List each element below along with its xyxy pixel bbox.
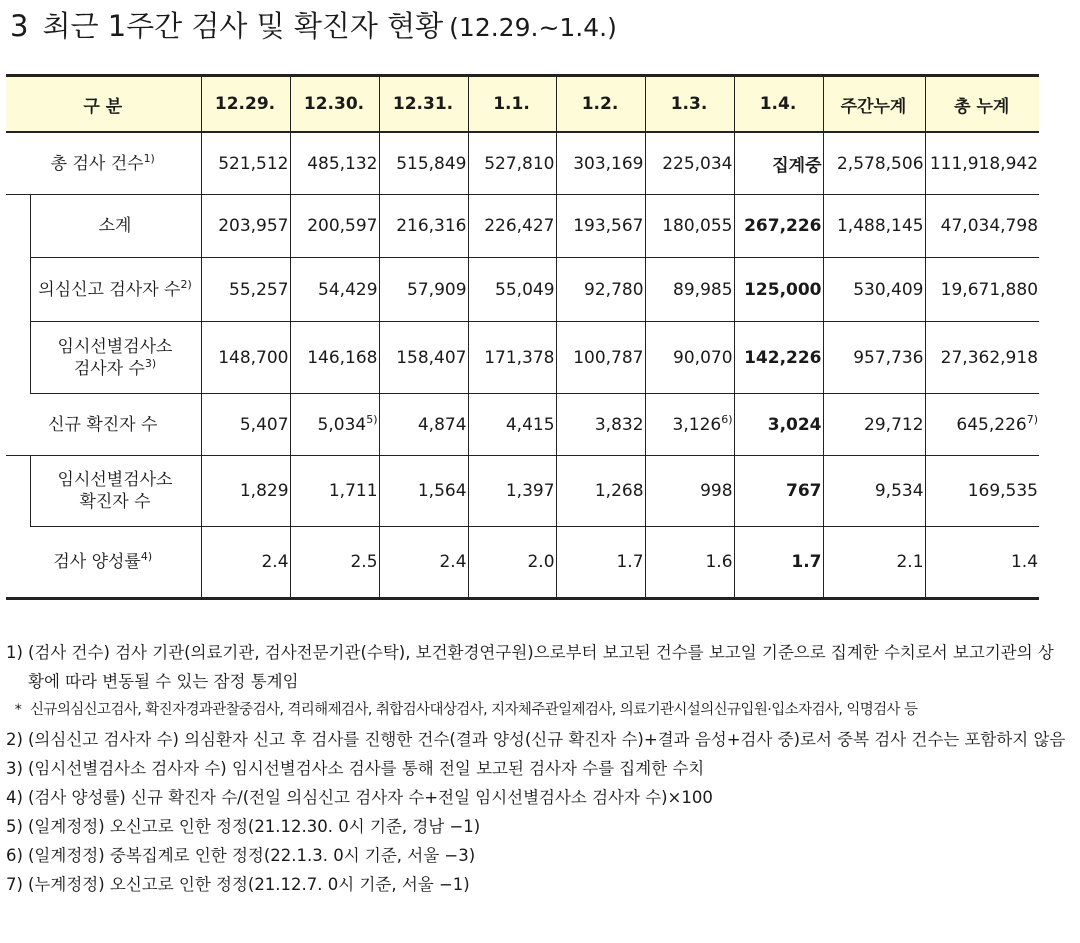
table-cell: 1.7 xyxy=(734,527,823,599)
table-cell: 267,226 xyxy=(734,195,823,258)
footnote-marker: 5) xyxy=(6,817,23,836)
table-cell: 303,169 xyxy=(556,132,645,195)
table-row xyxy=(6,527,1039,599)
table-cell: 180,055 xyxy=(645,195,734,258)
table-cell: 4,415 xyxy=(468,394,556,456)
table-cell: 57,909 xyxy=(379,258,468,322)
table-cell: 169,535 xyxy=(925,456,1039,527)
row-label: 임시선별검사소 확진자 수 xyxy=(30,456,201,527)
header-category: 구 분 xyxy=(6,76,201,133)
table-cell: 9,534 xyxy=(823,456,925,527)
table-cell: 2.1 xyxy=(823,527,925,599)
row-label: 검사 양성률$^{4)}$ xyxy=(6,527,201,599)
table-cell: 1.6 xyxy=(645,527,734,599)
table-cell: 3,024 xyxy=(734,394,823,456)
footnote-marker: 7) xyxy=(6,875,23,894)
footnote-marker: 1) xyxy=(6,643,23,662)
table-cell: 1.7 xyxy=(556,527,645,599)
table-cell: 645,226$^{7)}$ xyxy=(925,394,1039,456)
table-cell: 4,874 xyxy=(379,394,468,456)
table-cell: 146,168 xyxy=(290,322,379,394)
table-cell: 3,126$^{6)}$ xyxy=(645,394,734,456)
table-cell: 193,567 xyxy=(556,195,645,258)
header-date: 12.31. xyxy=(379,76,468,133)
table-cell: 2.0 xyxy=(468,527,556,599)
table-cell: 200,597 xyxy=(290,195,379,258)
page-title xyxy=(10,4,617,48)
table-cell: 47,034,798 xyxy=(925,195,1039,258)
row-label: 임시선별검사소 검사자 수$^{3)}$ xyxy=(30,322,201,394)
footnote-text: (일계정정) 오신고로 인한 정정(21.12.30. 0시 기준, 경남 −1) xyxy=(28,817,481,836)
table-cell: 998 xyxy=(645,456,734,527)
table-cell: 5,034$^{5)}$ xyxy=(290,394,379,456)
table-cell: 2.5 xyxy=(290,527,379,599)
table-cell: 767 xyxy=(734,456,823,527)
header-date: 1.1. xyxy=(468,76,556,133)
row-label: 총 검사 건수$^{1)}$ xyxy=(6,132,201,195)
table-row xyxy=(6,258,1039,322)
footnote xyxy=(6,754,1066,783)
header-date: 12.30. xyxy=(290,76,379,133)
table-cell: 216,316 xyxy=(379,195,468,258)
header-date: 12.29. xyxy=(201,76,290,133)
table-cell: 515,849 xyxy=(379,132,468,195)
footnote xyxy=(6,783,1066,812)
footnote-text: (검사 양성률) 신규 확진자 수/(전일 의심신고 검사자 수+전일 임시선별검사소 검사자 수)×100 xyxy=(28,788,713,807)
table-cell: 집계중 xyxy=(734,132,823,195)
footnote-marker: * xyxy=(14,702,22,718)
header-date: 1.2. xyxy=(556,76,645,133)
title-text: 최근 1주간 검사 및 확진자 현황 xyxy=(42,9,444,43)
footnote-text: (누계정정) 오신고로 인한 정정(21.12.7. 0시 기준, 서울 −1) xyxy=(28,875,470,894)
table-cell: 203,957 xyxy=(201,195,290,258)
footnote xyxy=(6,870,1066,899)
table-cell: 521,512 xyxy=(201,132,290,195)
header-cumulative-total: 총 누계 xyxy=(925,76,1039,133)
table-cell: 90,070 xyxy=(645,322,734,394)
footnote-text: 신규의심신고검사, 확진자경과관찰중검사, 격리해제검사, 취합검사대상검사, 지자체주관일제검사, 의료기관시설의신규입원·입소자검사, 익명검사 등 xyxy=(30,702,918,718)
table-cell: 54,429 xyxy=(290,258,379,322)
table-cell: 142,226 xyxy=(734,322,823,394)
table-cell: 55,049 xyxy=(468,258,556,322)
header-weekly-total: 주간누계 xyxy=(823,76,925,133)
table-row xyxy=(6,456,1039,527)
table-cell: 55,257 xyxy=(201,258,290,322)
table-cell: 226,427 xyxy=(468,195,556,258)
table-cell: 485,132 xyxy=(290,132,379,195)
title-date-range: (12.29.~1.4.) xyxy=(449,13,617,42)
table-row xyxy=(6,132,1039,195)
header-row xyxy=(6,76,1039,133)
table-cell: 1,397 xyxy=(468,456,556,527)
table-cell: 111,918,942 xyxy=(925,132,1039,195)
table-cell: 1,711 xyxy=(290,456,379,527)
table-row xyxy=(6,195,1039,258)
table-cell: 1,829 xyxy=(201,456,290,527)
table-cell: 158,407 xyxy=(379,322,468,394)
footnotes xyxy=(6,638,1066,899)
table-cell: 2,578,506 xyxy=(823,132,925,195)
table-cell: 1.4 xyxy=(925,527,1039,599)
table-cell: 225,034 xyxy=(645,132,734,195)
table-cell: 27,362,918 xyxy=(925,322,1039,394)
row-label: 의심신고 검사자 수$^{2)}$ xyxy=(30,258,201,322)
table-cell: 527,810 xyxy=(468,132,556,195)
footnote-text: (검사 건수) 검사 기관(의료기관, 검사전문기관(수탁), 보건환경연구원)으로부터 보고된 건수를 보고일 기준으로 집계한 수치로서 보고기관의 상황에 따라 변동될 수 있는 잠정 통계임 xyxy=(28,643,1054,691)
footnote xyxy=(6,841,1066,870)
table-cell: 92,780 xyxy=(556,258,645,322)
row-label: 소계 xyxy=(30,195,201,258)
footnote-text: (임시선별검사소 검사자 수) 임시선별검사소 검사를 통해 전일 보고된 검사자 수를 집계한 수치 xyxy=(28,759,705,778)
table-cell: 3,832 xyxy=(556,394,645,456)
table-cell: 148,700 xyxy=(201,322,290,394)
table-cell: 1,488,145 xyxy=(823,195,925,258)
footnote xyxy=(6,812,1066,841)
table-cell: 19,671,880 xyxy=(925,258,1039,322)
table-cell: 89,985 xyxy=(645,258,734,322)
footnote-marker: 6) xyxy=(6,846,23,865)
row-label: 신규 확진자 수 xyxy=(6,394,201,456)
table-cell: 171,378 xyxy=(468,322,556,394)
table-cell: 1,564 xyxy=(379,456,468,527)
table-cell: 2.4 xyxy=(201,527,290,599)
footnote-text: (의심신고 검사자 수) 의심환자 신고 후 검사를 진행한 건수(결과 양성(신규 확진자 수)+결과 음성+검사 중)로서 중복 검사 건수는 포함하지 않음 xyxy=(28,730,1066,749)
footnote xyxy=(6,638,1066,696)
table-cell: 530,409 xyxy=(823,258,925,322)
header-date: 1.4. xyxy=(734,76,823,133)
table-cell: 5,407 xyxy=(201,394,290,456)
indent-cell xyxy=(6,456,30,527)
table-row xyxy=(6,394,1039,456)
table-cell: 2.4 xyxy=(379,527,468,599)
footnote-marker: 3) xyxy=(6,759,23,778)
table-cell: 1,268 xyxy=(556,456,645,527)
table-cell: 125,000 xyxy=(734,258,823,322)
table-row xyxy=(6,322,1039,394)
test-stats-table xyxy=(6,74,1039,600)
footnote-text: (일계정정) 중복집계로 인한 정정(22.1.3. 0시 기준, 서울 −3) xyxy=(28,846,476,865)
table-cell: 957,736 xyxy=(823,322,925,394)
footnote-marker: 4) xyxy=(6,788,23,807)
footnote-marker: 2) xyxy=(6,730,23,749)
section-number: 3 xyxy=(10,9,29,43)
header-date: 1.3. xyxy=(645,76,734,133)
indent-cell xyxy=(6,195,30,394)
footnote xyxy=(6,696,1066,725)
footnote xyxy=(6,725,1066,754)
table-cell: 100,787 xyxy=(556,322,645,394)
table-cell: 29,712 xyxy=(823,394,925,456)
